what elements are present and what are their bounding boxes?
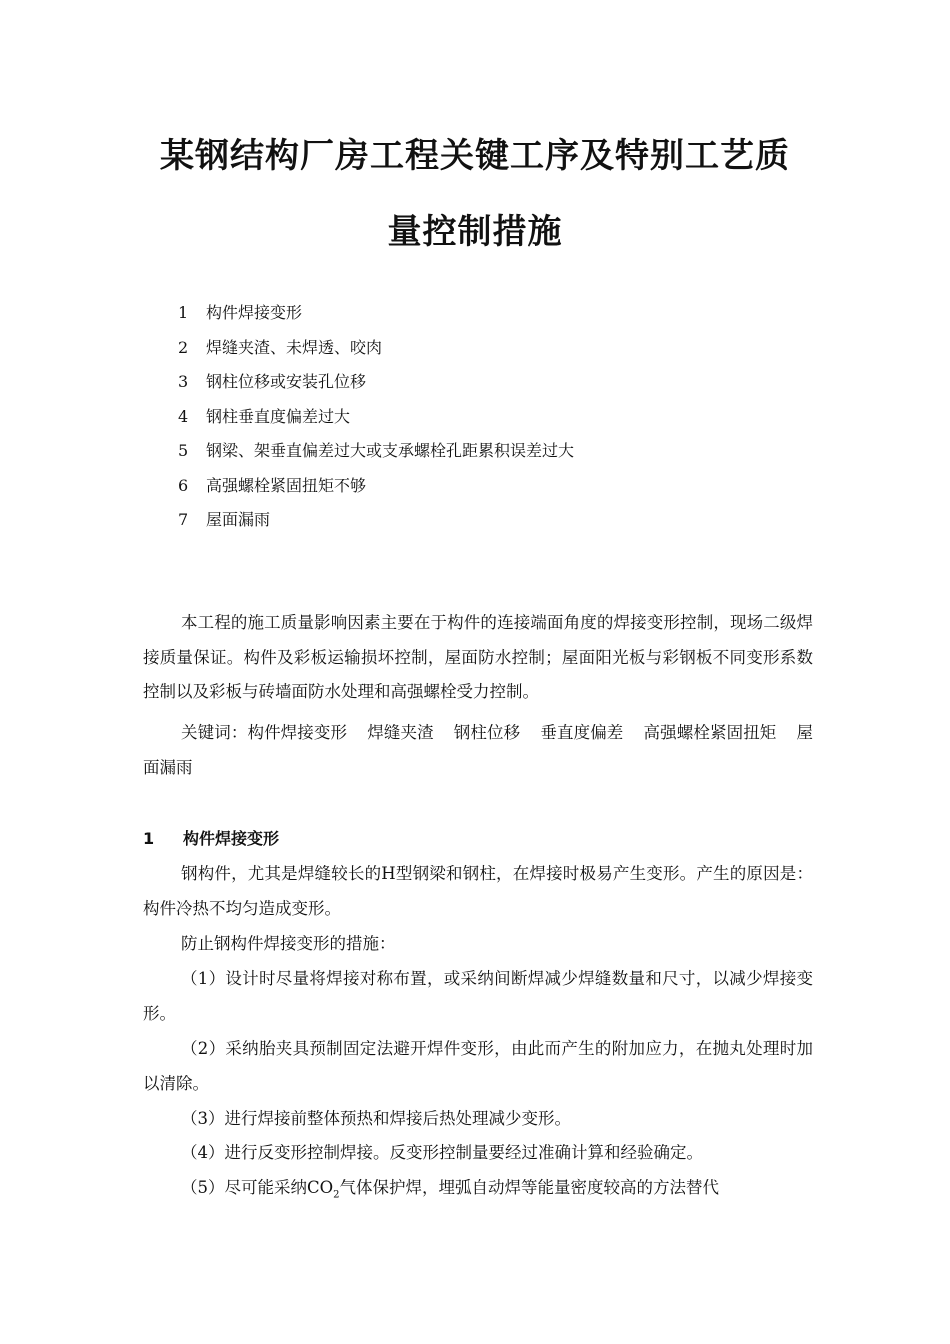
toc-item-number: 6 (178, 475, 189, 495)
section-paragraph: 钢构件，尤其是焊缝较长的H型钢梁和钢柱，在焊接时极易产生变形。产生的原因是：构件冷热不均匀造成变形。 (143, 864, 813, 918)
measure-item: （5）尽可能采纳$CO_2$气体保护焊，埋弧自动焊等能量密度较高的方法替代 (181, 1178, 720, 1201)
keyword: 屋面漏雨 (143, 723, 814, 777)
section-title: 构件焊接变形 (183, 829, 280, 848)
keyword: 焊缝夹渣 (367, 723, 434, 742)
section-number: 1 (143, 829, 155, 848)
document-title-line-1: 某钢结构厂房工程关键工序及特别工艺质 (160, 136, 790, 176)
intro-paragraph: 本工程的施工质量影响因素主要在于构件的连接端面角度的焊接变形控制，现场二级焊接质量保证。构件及彩板运输损坏控制，屋面防水控制；屋面阳光板与彩钢板不同变形系数控制以及彩板与砖墙面防水处理和高强螺栓受力控制。 (143, 613, 813, 701)
toc-item-text: 屋面漏雨 (206, 510, 271, 529)
toc-item-text: 钢梁、架垂直偏差过大或支承螺栓孔距累积误差过大 (206, 441, 575, 460)
section-heading (143, 822, 279, 857)
toc-item-text: 钢柱垂直度偏差过大 (206, 406, 351, 426)
toc-item-text: 焊缝夹渣、未焊透、咬肉 (206, 337, 383, 357)
keyword: 构件焊接变形 (247, 723, 348, 742)
toc-item (178, 369, 574, 404)
table-of-contents (178, 300, 574, 542)
toc-item (178, 473, 574, 508)
section-paragraph: 防止钢构件焊接变形的措施： (181, 934, 396, 953)
toc-item-text: 钢柱位移或安装孔位移 (206, 372, 367, 391)
keyword: 垂直度偏差 (540, 723, 624, 742)
measure-item: （2）采纳胎夹具预制固定法避开焊件变形，由此而产生的附加应力，在抛丸处理时加以清除。 (143, 1039, 813, 1093)
toc-item-number: 2 (178, 337, 189, 357)
measure-item: （3）进行焊接前整体预热和焊接后热处理减少变形。 (181, 1109, 571, 1128)
toc-item-text: 构件焊接变形 (206, 303, 303, 322)
toc-item-number: 1 (178, 303, 189, 322)
toc-item (178, 404, 574, 439)
toc-item-text: 高强螺栓紧固扭矩不够 (206, 475, 367, 495)
toc-item (178, 335, 574, 370)
subscript: 2 (333, 1189, 340, 1201)
toc-item (178, 507, 574, 542)
keywords-label: 关键词： (181, 723, 248, 742)
keyword: 高强螺栓紧固扭矩 (643, 723, 777, 742)
toc-item (178, 300, 574, 335)
measure-item: （1）设计时尽量将焊接对称布置，或采纳间断焊减少焊缝数量和尺寸，以减少焊接变形。 (143, 969, 813, 1023)
keyword: 钢柱位移 (453, 723, 521, 742)
keywords-paragraph (143, 716, 813, 785)
toc-item (178, 438, 574, 473)
toc-item-number: 3 (178, 372, 189, 391)
document-title-line-2: 量控制措施 (387, 212, 563, 252)
measure-item: （4）进行反变形控制焊接。反变形控制量要经过准确计算和经验确定。 (181, 1143, 703, 1162)
toc-item-number: 4 (178, 406, 189, 426)
toc-item-number: 7 (178, 510, 189, 529)
toc-item-number: 5 (178, 441, 189, 460)
